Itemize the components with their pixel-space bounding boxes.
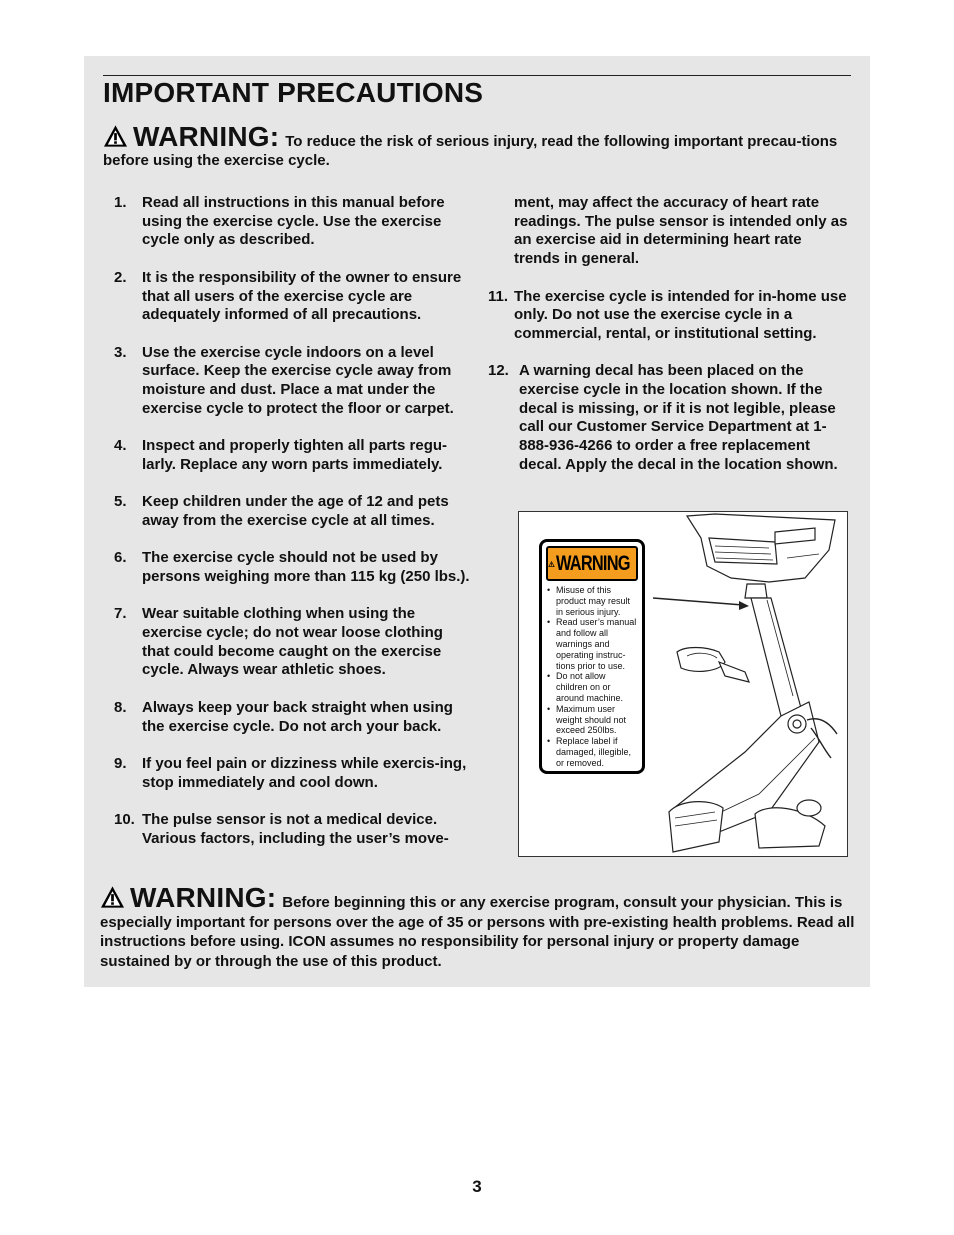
decal-list-item: • Maximum user weight should not exceed 250lbs. bbox=[547, 704, 639, 736]
item-text: Wear suitable clothing when using the exercise cycle; do not wear loose clothing that could become caught on the exercise cycle. Always wear athletic shoes. bbox=[142, 605, 443, 679]
precaution-item-continued bbox=[488, 194, 848, 269]
item-number: 10. bbox=[114, 811, 135, 829]
warning-decal bbox=[539, 539, 645, 774]
warning-triangle-icon bbox=[100, 885, 125, 909]
decal-location-figure bbox=[518, 511, 848, 857]
item-text: It is the responsibility of the owner to ensure that all users of the exercise cycle are adequately informed of all precautions. bbox=[142, 268, 462, 324]
decal-list bbox=[542, 585, 642, 769]
title-rule bbox=[103, 75, 851, 76]
decal-title: WARNING bbox=[556, 551, 630, 575]
warning-label: WARNING: bbox=[133, 121, 280, 152]
precautions-list-left bbox=[114, 194, 474, 867]
item-number: 8. bbox=[114, 698, 127, 716]
item-text: If you feel pain or dizziness while exercis-ing, stop immediately and cool down. bbox=[142, 754, 467, 791]
precaution-item bbox=[114, 811, 474, 848]
item-text: ment, may affect the accuracy of heart rate readings. The pulse sensor is intended only as an exercise aid in determining heart rate trends in general. bbox=[514, 194, 848, 268]
item-text: A warning decal has been placed on the exercise cycle in the location shown. If the decal is missing, or if it is not legible, please call our Customer Service Department at 1-888-936-4266 to order a free replacement decal. Apply the decal in the location shown. bbox=[519, 362, 838, 473]
item-number: 5. bbox=[114, 493, 127, 511]
item-text: Always keep your back straight when using the exercise cycle. Do not arch your back. bbox=[142, 698, 453, 735]
item-number: 4. bbox=[114, 437, 127, 455]
warning-disclaimer bbox=[100, 882, 860, 971]
item-text: Keep children under the age of 12 and pets away from the exercise cycle at all times. bbox=[142, 493, 449, 529]
warning-label: WARNING: bbox=[130, 882, 277, 913]
item-number: 7. bbox=[114, 605, 127, 623]
precautions-list-right bbox=[488, 194, 848, 493]
decal-list-item: • Replace label if damaged, illegible, or removed. bbox=[547, 736, 639, 768]
item-number: 3. bbox=[114, 343, 127, 361]
decal-header bbox=[546, 546, 638, 581]
precaution-item bbox=[488, 288, 848, 344]
item-text: The exercise cycle should not be used by persons weighing more than 115 kg (250 lbs.). bbox=[142, 549, 470, 585]
decal-list-item: • Do not allow children on or around machine. bbox=[547, 671, 639, 703]
precaution-item bbox=[114, 344, 474, 419]
warning-triangle-icon bbox=[103, 124, 128, 148]
warning-intro bbox=[103, 121, 843, 170]
item-number: 2. bbox=[114, 268, 127, 286]
precaution-item bbox=[114, 493, 474, 530]
precaution-item bbox=[114, 755, 474, 792]
warning-intro-text: To reduce the risk of serious injury, read the following important precau-tions before using the exercise cycle. bbox=[103, 133, 838, 169]
precaution-item bbox=[114, 269, 474, 325]
page-title: IMPORTANT PRECAUTIONS bbox=[103, 77, 484, 108]
item-text: The pulse sensor is not a medical device. Various factors, including the user’s move- bbox=[142, 811, 449, 847]
precaution-item bbox=[114, 699, 474, 736]
item-text: Use the exercise cycle indoors on a level surface. Keep the exercise cycle away from moisture and dust. Place a mat under the exercise cycle to protect the floor or carpet. bbox=[142, 343, 454, 417]
decal-list-item: • Misuse of this product may result in serious injury. bbox=[547, 585, 639, 617]
warning-triangle-icon bbox=[548, 556, 555, 572]
item-text: The exercise cycle is intended for in-home use only. Do not use the exercise cycle in a commercial, rental, or institutional setting. bbox=[514, 287, 847, 342]
item-number: 6. bbox=[114, 549, 127, 567]
item-number: 12. bbox=[488, 362, 509, 380]
warning-disclaimer-text: Before beginning this or any exercise program, consult your physician. This is especially important for persons over the age of 35 or persons with pre-existing health problems. Read all instructions before using. ICON assumes no responsibility for personal injury or property damage sustained by or through the use of this product. bbox=[100, 894, 855, 970]
precaution-item bbox=[114, 437, 474, 474]
item-number: 1. bbox=[114, 194, 127, 211]
item-number: 9. bbox=[114, 754, 127, 772]
precaution-item bbox=[114, 194, 474, 250]
precaution-item bbox=[114, 605, 474, 680]
item-number: 11. bbox=[488, 287, 509, 305]
precaution-item bbox=[114, 549, 474, 586]
decal-list-item: • Read user’s manual and follow all warnings and operating instruc-tions prior to use. bbox=[547, 617, 639, 671]
page-number: 3 bbox=[472, 1177, 482, 1196]
precaution-item bbox=[488, 362, 848, 474]
item-text: Inspect and properly tighten all parts regu-larly. Replace any worn parts immediately. bbox=[142, 437, 448, 473]
item-text: Read all instructions in this manual before using the exercise cycle. Use the exercise cycle only as described. bbox=[142, 194, 445, 249]
